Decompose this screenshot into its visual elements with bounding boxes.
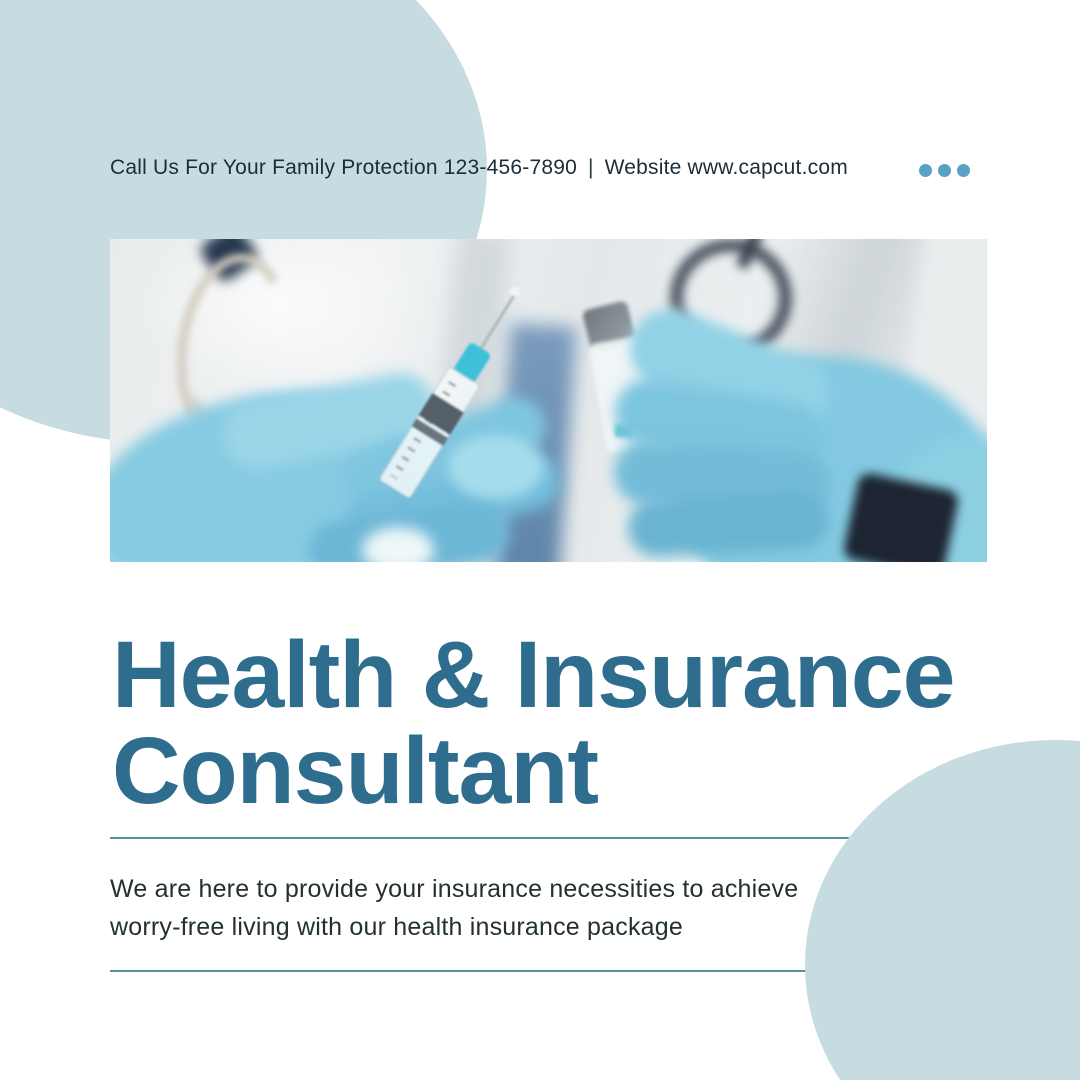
three-dots-ornament	[919, 164, 970, 177]
dot-icon	[919, 164, 932, 177]
contact-website-text: Website www.capcut.com	[604, 156, 848, 179]
contact-bar	[110, 156, 848, 180]
syringe-droplet	[508, 284, 522, 298]
right-hand-finger	[627, 490, 830, 558]
divider-line-bottom	[110, 970, 816, 972]
dot-icon	[938, 164, 951, 177]
page-title	[112, 622, 955, 824]
page-title-line1: Health & Insurance	[112, 622, 955, 728]
body-copy	[110, 870, 798, 946]
divider-line-top	[110, 837, 858, 839]
left-hand-fingertip	[448, 435, 544, 499]
page-title-line2: Consultant	[112, 718, 599, 824]
contact-phone-text: Call Us For Your Family Protection 123-456-7890	[110, 156, 577, 179]
syringe-needle	[476, 295, 516, 356]
body-copy-line1: We are here to provide your insurance necessities to achieve	[110, 875, 799, 903]
body-copy-line2: worry-free living with our health insurance package	[110, 913, 683, 941]
dot-icon	[957, 164, 970, 177]
contact-separator: |	[587, 156, 594, 179]
doctor-photo	[110, 239, 987, 562]
